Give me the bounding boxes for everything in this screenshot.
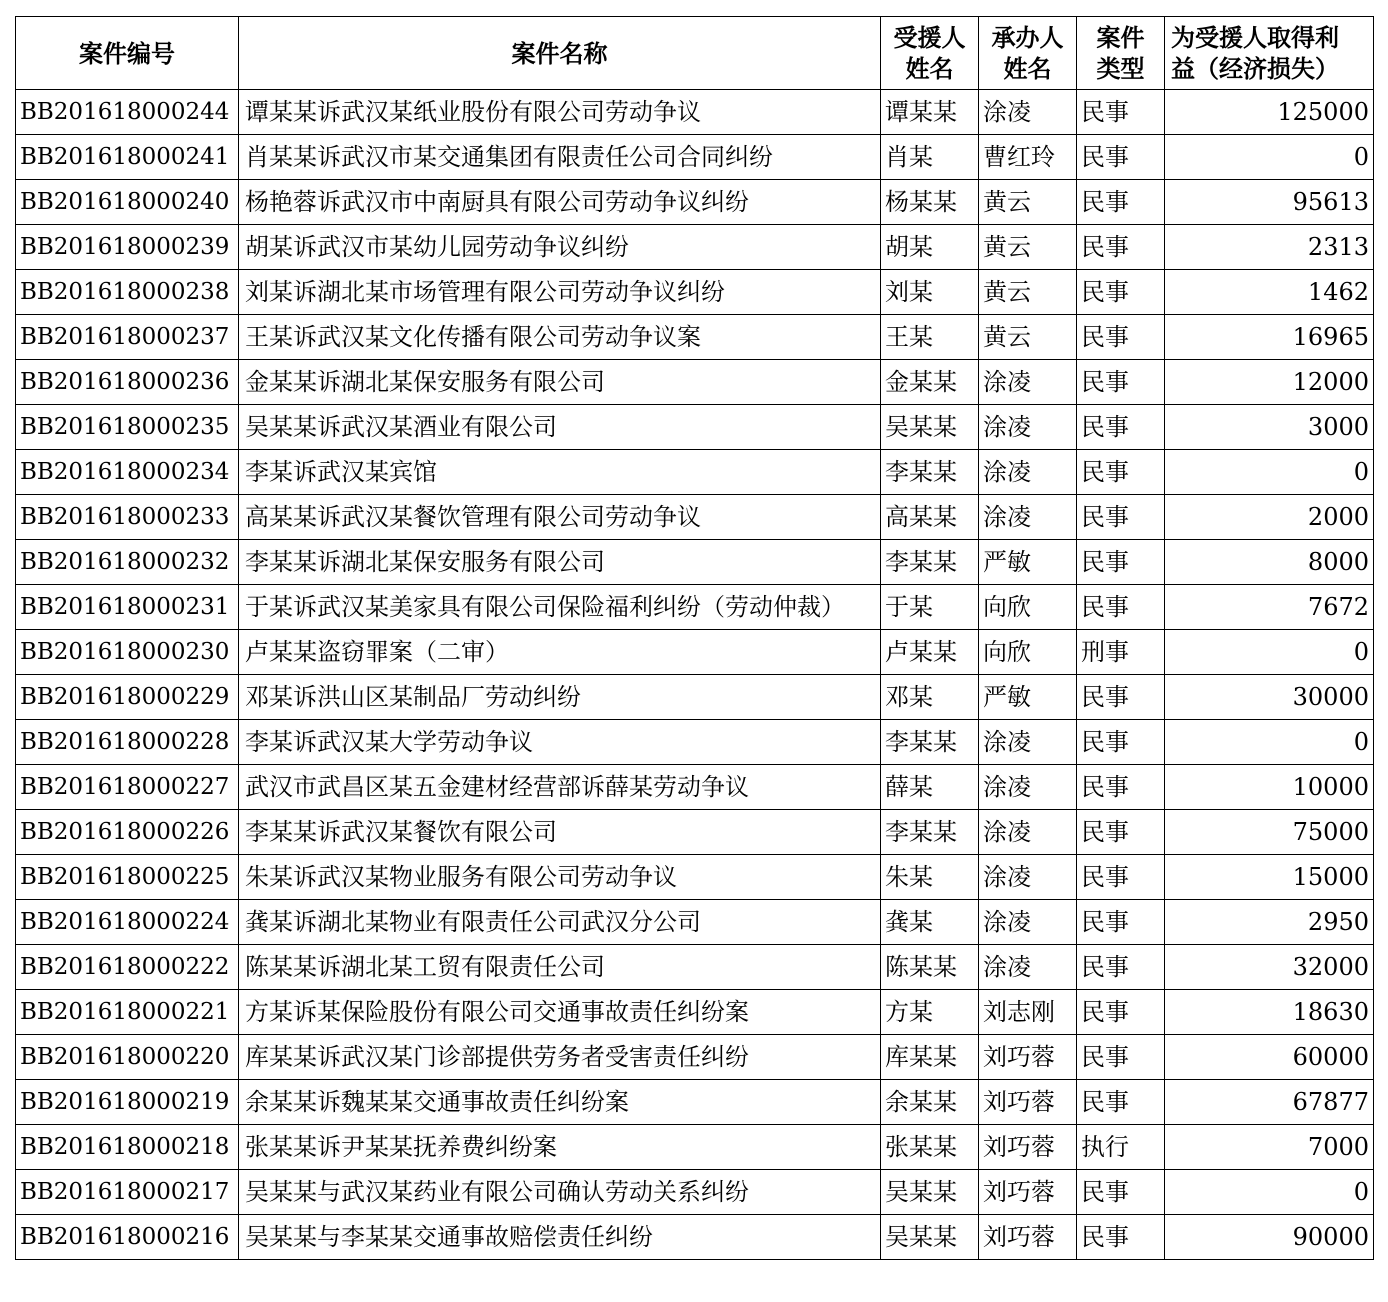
cell-case-type: 民事 <box>1077 405 1165 450</box>
table-row <box>16 360 1374 405</box>
cell-case-no: BB201618000244 <box>16 90 239 135</box>
cell-benefit: 67877 <box>1165 1080 1374 1125</box>
table-row <box>16 810 1374 855</box>
cell-handler: 涂凌 <box>979 360 1077 405</box>
cell-case-name: 金某某诉湖北某保安服务有限公司 <box>239 360 881 405</box>
cell-case-no: BB201618000222 <box>16 945 239 990</box>
cell-case-no: BB201618000241 <box>16 135 239 180</box>
cell-recipient: 杨某某 <box>881 180 979 225</box>
header-benefit-line2: 益（经济损失） <box>1171 54 1339 83</box>
cell-recipient: 谭某某 <box>881 90 979 135</box>
cell-case-name: 卢某某盗窃罪案（二审） <box>239 630 881 675</box>
cell-handler: 黄云 <box>979 270 1077 315</box>
cell-recipient: 邓某 <box>881 675 979 720</box>
cell-case-type: 执行 <box>1077 1125 1165 1170</box>
cell-recipient: 吴某某 <box>881 1215 979 1260</box>
cell-case-no: BB201618000236 <box>16 360 239 405</box>
cell-case-no: BB201618000235 <box>16 405 239 450</box>
cell-case-no: BB201618000218 <box>16 1125 239 1170</box>
cell-case-type: 民事 <box>1077 135 1165 180</box>
header-handler-line1: 承办人 <box>991 23 1064 52</box>
cell-case-no: BB201618000219 <box>16 1080 239 1125</box>
cell-recipient: 王某 <box>881 315 979 360</box>
cell-case-name: 武汉市武昌区某五金建材经营部诉薛某劳动争议 <box>239 765 881 810</box>
cell-case-no: BB201618000228 <box>16 720 239 765</box>
cell-benefit: 8000 <box>1165 540 1374 585</box>
cell-benefit: 0 <box>1165 450 1374 495</box>
cell-recipient: 肖某 <box>881 135 979 180</box>
cell-handler: 涂凌 <box>979 450 1077 495</box>
cell-case-type: 民事 <box>1077 1035 1165 1080</box>
cell-handler: 刘巧蓉 <box>979 1035 1077 1080</box>
cell-case-no: BB201618000220 <box>16 1035 239 1080</box>
cell-case-name: 王某诉武汉某文化传播有限公司劳动争议案 <box>239 315 881 360</box>
cell-recipient: 李某某 <box>881 540 979 585</box>
table-row <box>16 135 1374 180</box>
cell-handler: 严敏 <box>979 540 1077 585</box>
cell-case-type: 民事 <box>1077 315 1165 360</box>
cell-case-name: 吴某某与李某某交通事故赔偿责任纠纷 <box>239 1215 881 1260</box>
cell-case-no: BB201618000234 <box>16 450 239 495</box>
cell-case-name: 杨艳蓉诉武汉市中南厨具有限公司劳动争议纠纷 <box>239 180 881 225</box>
cell-case-name: 肖某某诉武汉市某交通集团有限责任公司合同纠纷 <box>239 135 881 180</box>
table-row <box>16 585 1374 630</box>
cell-case-type: 民事 <box>1077 765 1165 810</box>
cell-handler: 涂凌 <box>979 720 1077 765</box>
cell-recipient: 吴某某 <box>881 1170 979 1215</box>
cell-case-name: 李某某诉武汉某餐饮有限公司 <box>239 810 881 855</box>
legal-aid-case-table <box>15 16 1374 1260</box>
cell-case-type: 民事 <box>1077 810 1165 855</box>
header-case-no: 案件编号 <box>16 17 239 90</box>
cell-recipient: 李某某 <box>881 720 979 765</box>
cell-case-name: 陈某某诉湖北某工贸有限责任公司 <box>239 945 881 990</box>
table-row <box>16 765 1374 810</box>
cell-case-name: 余某某诉魏某某交通事故责任纠纷案 <box>239 1080 881 1125</box>
cell-benefit: 90000 <box>1165 1215 1374 1260</box>
cell-recipient: 余某某 <box>881 1080 979 1125</box>
table-row <box>16 225 1374 270</box>
table-row <box>16 450 1374 495</box>
cell-benefit: 75000 <box>1165 810 1374 855</box>
cell-benefit: 2313 <box>1165 225 1374 270</box>
cell-case-no: BB201618000233 <box>16 495 239 540</box>
cell-benefit: 2000 <box>1165 495 1374 540</box>
cell-benefit: 30000 <box>1165 675 1374 720</box>
cell-case-type: 民事 <box>1077 225 1165 270</box>
cell-case-no: BB201618000217 <box>16 1170 239 1215</box>
cell-case-type: 民事 <box>1077 720 1165 765</box>
cell-case-no: BB201618000227 <box>16 765 239 810</box>
cell-handler: 黄云 <box>979 225 1077 270</box>
table-row <box>16 1035 1374 1080</box>
cell-recipient: 薛某 <box>881 765 979 810</box>
cell-recipient: 李某某 <box>881 450 979 495</box>
cell-case-no: BB201618000230 <box>16 630 239 675</box>
cell-benefit: 7672 <box>1165 585 1374 630</box>
cell-case-name: 李某诉武汉某宾馆 <box>239 450 881 495</box>
cell-handler: 黄云 <box>979 315 1077 360</box>
cell-case-no: BB201618000229 <box>16 675 239 720</box>
cell-case-name: 邓某诉洪山区某制品厂劳动纠纷 <box>239 675 881 720</box>
cell-recipient: 高某某 <box>881 495 979 540</box>
header-handler-line2: 姓名 <box>1003 54 1052 83</box>
cell-handler: 刘巧蓉 <box>979 1170 1077 1215</box>
cell-recipient: 陈某某 <box>881 945 979 990</box>
cell-recipient: 方某 <box>881 990 979 1035</box>
cell-case-type: 民事 <box>1077 450 1165 495</box>
cell-handler: 涂凌 <box>979 900 1077 945</box>
cell-recipient: 胡某 <box>881 225 979 270</box>
cell-case-no: BB201618000231 <box>16 585 239 630</box>
cell-handler: 向欣 <box>979 630 1077 675</box>
cell-case-type: 民事 <box>1077 675 1165 720</box>
cell-handler: 曹红玲 <box>979 135 1077 180</box>
cell-case-name: 李某某诉湖北某保安服务有限公司 <box>239 540 881 585</box>
cell-handler: 刘巧蓉 <box>979 1125 1077 1170</box>
header-case-name: 案件名称 <box>239 17 881 90</box>
cell-case-type: 民事 <box>1077 495 1165 540</box>
cell-handler: 涂凌 <box>979 810 1077 855</box>
table-row <box>16 855 1374 900</box>
table-row <box>16 630 1374 675</box>
cell-benefit: 0 <box>1165 135 1374 180</box>
table-row <box>16 900 1374 945</box>
table-row <box>16 270 1374 315</box>
cell-recipient: 朱某 <box>881 855 979 900</box>
table-row <box>16 405 1374 450</box>
header-handler <box>979 17 1077 90</box>
cell-case-name: 高某某诉武汉某餐饮管理有限公司劳动争议 <box>239 495 881 540</box>
header-row <box>16 17 1374 90</box>
cell-case-name: 吴某某诉武汉某酒业有限公司 <box>239 405 881 450</box>
cell-case-name: 龚某诉湖北某物业有限责任公司武汉分公司 <box>239 900 881 945</box>
cell-benefit: 10000 <box>1165 765 1374 810</box>
cell-case-name: 吴某某与武汉某药业有限公司确认劳动关系纠纷 <box>239 1170 881 1215</box>
table-row <box>16 180 1374 225</box>
cell-benefit: 18630 <box>1165 990 1374 1035</box>
cell-case-no: BB201618000216 <box>16 1215 239 1260</box>
case-table-container <box>15 16 1374 1260</box>
cell-case-no: BB201618000238 <box>16 270 239 315</box>
cell-case-name: 于某诉武汉某美家具有限公司保险福利纠纷（劳动仲裁） <box>239 585 881 630</box>
header-case-type <box>1077 17 1165 90</box>
cell-benefit: 7000 <box>1165 1125 1374 1170</box>
cell-case-name: 刘某诉湖北某市场管理有限公司劳动争议纠纷 <box>239 270 881 315</box>
cell-case-name: 库某某诉武汉某门诊部提供劳务者受害责任纠纷 <box>239 1035 881 1080</box>
cell-case-name: 李某诉武汉某大学劳动争议 <box>239 720 881 765</box>
cell-benefit: 3000 <box>1165 405 1374 450</box>
cell-benefit: 95613 <box>1165 180 1374 225</box>
cell-case-no: BB201618000239 <box>16 225 239 270</box>
cell-case-name: 谭某某诉武汉某纸业股份有限公司劳动争议 <box>239 90 881 135</box>
table-row <box>16 90 1374 135</box>
cell-case-type: 民事 <box>1077 270 1165 315</box>
header-recipient-line2: 姓名 <box>905 54 954 83</box>
header-benefit <box>1165 17 1374 90</box>
cell-case-type: 刑事 <box>1077 630 1165 675</box>
cell-case-type: 民事 <box>1077 900 1165 945</box>
table-row <box>16 540 1374 585</box>
cell-case-name: 朱某诉武汉某物业服务有限公司劳动争议 <box>239 855 881 900</box>
cell-benefit: 12000 <box>1165 360 1374 405</box>
table-row <box>16 1125 1374 1170</box>
cell-case-type: 民事 <box>1077 990 1165 1035</box>
cell-recipient: 于某 <box>881 585 979 630</box>
header-type-line2: 类型 <box>1096 54 1145 83</box>
cell-case-name: 张某某诉尹某某抚养费纠纷案 <box>239 1125 881 1170</box>
table-row <box>16 1215 1374 1260</box>
cell-handler: 刘巧蓉 <box>979 1215 1077 1260</box>
cell-case-type: 民事 <box>1077 360 1165 405</box>
cell-benefit: 0 <box>1165 630 1374 675</box>
cell-benefit: 2950 <box>1165 900 1374 945</box>
cell-case-type: 民事 <box>1077 1215 1165 1260</box>
table-row <box>16 1170 1374 1215</box>
table-row <box>16 315 1374 360</box>
cell-recipient: 吴某某 <box>881 405 979 450</box>
cell-handler: 向欣 <box>979 585 1077 630</box>
cell-handler: 刘巧蓉 <box>979 1080 1077 1125</box>
cell-handler: 涂凌 <box>979 765 1077 810</box>
cell-case-type: 民事 <box>1077 585 1165 630</box>
table-row <box>16 720 1374 765</box>
cell-benefit: 1462 <box>1165 270 1374 315</box>
cell-handler: 涂凌 <box>979 90 1077 135</box>
cell-benefit: 0 <box>1165 1170 1374 1215</box>
cell-recipient: 金某某 <box>881 360 979 405</box>
cell-recipient: 刘某 <box>881 270 979 315</box>
cell-benefit: 16965 <box>1165 315 1374 360</box>
table-row <box>16 945 1374 990</box>
cell-case-no: BB201618000232 <box>16 540 239 585</box>
header-recipient <box>881 17 979 90</box>
cell-case-no: BB201618000226 <box>16 810 239 855</box>
header-recipient-line1: 受援人 <box>893 23 966 52</box>
cell-case-no: BB201618000237 <box>16 315 239 360</box>
cell-handler: 黄云 <box>979 180 1077 225</box>
cell-recipient: 张某某 <box>881 1125 979 1170</box>
cell-handler: 严敏 <box>979 675 1077 720</box>
cell-benefit: 0 <box>1165 720 1374 765</box>
cell-case-name: 胡某诉武汉市某幼儿园劳动争议纠纷 <box>239 225 881 270</box>
cell-case-type: 民事 <box>1077 1170 1165 1215</box>
cell-handler: 涂凌 <box>979 945 1077 990</box>
cell-case-type: 民事 <box>1077 540 1165 585</box>
header-benefit-line1: 为受援人取得利 <box>1171 23 1339 52</box>
table-row <box>16 495 1374 540</box>
cell-case-no: BB201618000240 <box>16 180 239 225</box>
cell-case-type: 民事 <box>1077 1080 1165 1125</box>
cell-recipient: 龚某 <box>881 900 979 945</box>
cell-case-no: BB201618000225 <box>16 855 239 900</box>
cell-handler: 刘志刚 <box>979 990 1077 1035</box>
cell-recipient: 卢某某 <box>881 630 979 675</box>
table-row <box>16 675 1374 720</box>
cell-benefit: 60000 <box>1165 1035 1374 1080</box>
cell-benefit: 32000 <box>1165 945 1374 990</box>
cell-recipient: 库某某 <box>881 1035 979 1080</box>
table-row <box>16 1080 1374 1125</box>
header-type-line1: 案件 <box>1096 23 1145 52</box>
cell-case-type: 民事 <box>1077 180 1165 225</box>
cell-case-name: 方某诉某保险股份有限公司交通事故责任纠纷案 <box>239 990 881 1035</box>
cell-case-no: BB201618000224 <box>16 900 239 945</box>
cell-case-no: BB201618000221 <box>16 990 239 1035</box>
table-row <box>16 990 1374 1035</box>
cell-case-type: 民事 <box>1077 90 1165 135</box>
cell-case-type: 民事 <box>1077 945 1165 990</box>
cell-handler: 涂凌 <box>979 495 1077 540</box>
cell-benefit: 15000 <box>1165 855 1374 900</box>
cell-handler: 涂凌 <box>979 855 1077 900</box>
cell-benefit: 125000 <box>1165 90 1374 135</box>
cell-recipient: 李某某 <box>881 810 979 855</box>
cell-case-type: 民事 <box>1077 855 1165 900</box>
cell-handler: 涂凌 <box>979 405 1077 450</box>
